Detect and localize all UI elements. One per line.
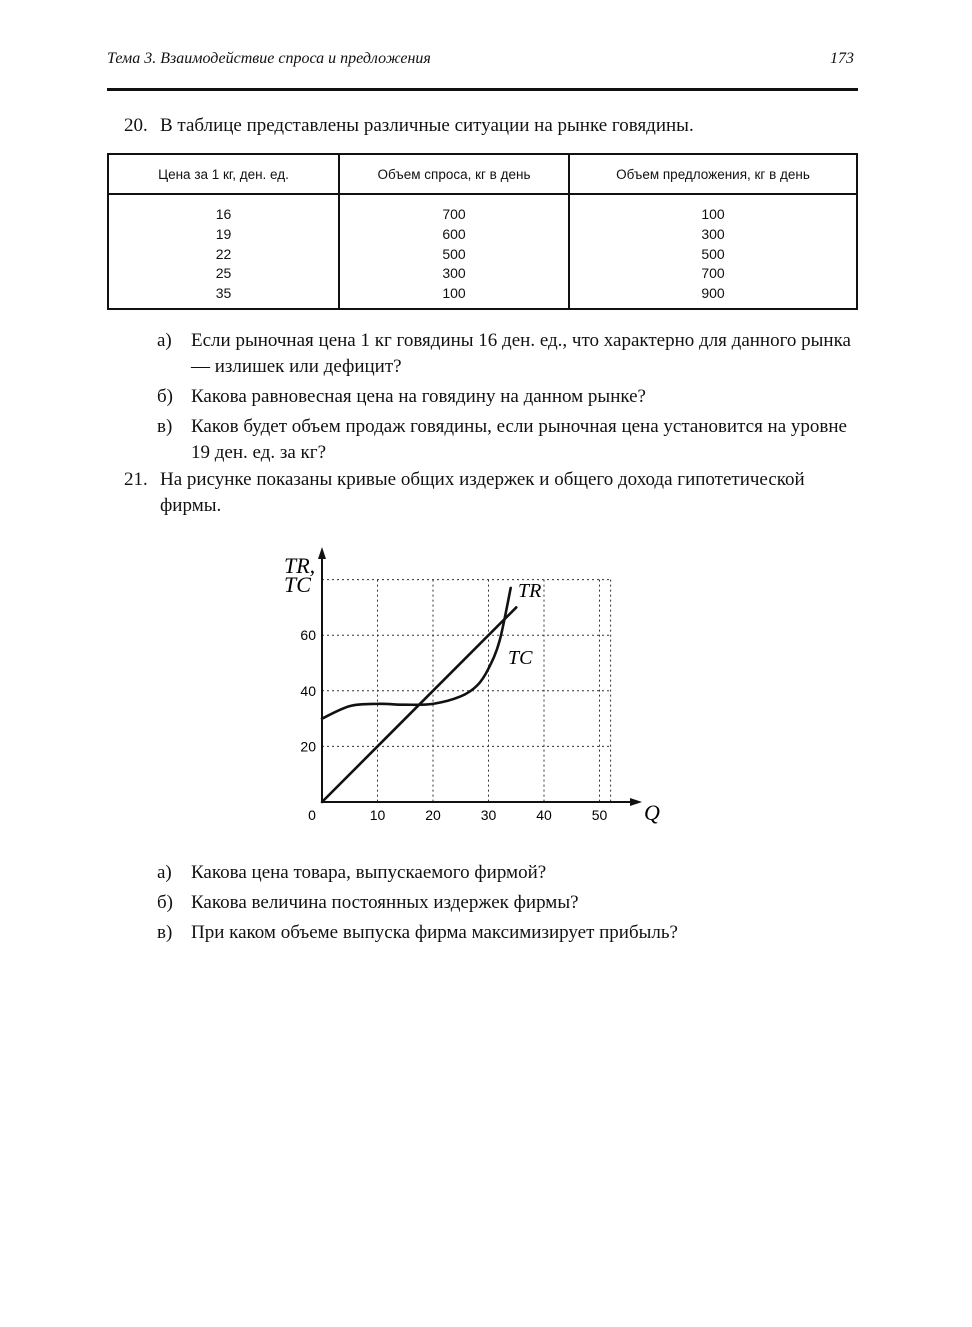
x-axis-label: Q bbox=[644, 800, 660, 825]
tr-tc-chart bbox=[280, 545, 680, 830]
item-letter: а) bbox=[157, 862, 172, 883]
table-cell: 19 bbox=[215, 225, 232, 242]
table-cell: 25 bbox=[215, 265, 232, 282]
series-label-tr: TR bbox=[518, 580, 542, 602]
table-cell: 600 bbox=[442, 225, 466, 242]
question-text: В таблице представлены различные ситуации на рынке говядины. bbox=[160, 115, 694, 136]
question-21 bbox=[124, 467, 859, 516]
item-letter: б) bbox=[157, 386, 173, 407]
x-tick-label: 10 bbox=[369, 807, 386, 823]
question-number: 20. bbox=[124, 115, 148, 136]
column-header-demand: Объем спроса, кг в день bbox=[339, 154, 569, 194]
item-text: При каком объеме выпуска фирма максимизирует прибыль? bbox=[191, 922, 678, 943]
item-text: Какова равновесная цена на говядину на данном рынке? bbox=[191, 386, 646, 407]
table-cell: 16 bbox=[215, 206, 232, 222]
y-axis-label-line2: TC bbox=[284, 572, 311, 597]
item-text: Если рыночная цена 1 кг говядины 16 ден. ед., что характерно для данного рынка — излишек или дефицит? bbox=[191, 330, 851, 377]
list-item bbox=[157, 920, 859, 946]
table-cell: 700 bbox=[442, 206, 466, 222]
price-column bbox=[108, 194, 339, 309]
table-cell: 500 bbox=[701, 245, 725, 262]
table-cell: 900 bbox=[701, 285, 725, 302]
item-letter: в) bbox=[157, 416, 173, 437]
y-tick-label: 40 bbox=[300, 682, 316, 699]
table-cell: 300 bbox=[701, 225, 725, 242]
running-header bbox=[107, 50, 858, 74]
chapter-title: Тема 3. Взаимодействие спроса и предложения bbox=[107, 50, 431, 67]
table-cell: 100 bbox=[442, 285, 466, 302]
page-number: 173 bbox=[830, 50, 854, 67]
table-row bbox=[108, 194, 857, 309]
supply-column bbox=[569, 194, 857, 309]
table-cell: 300 bbox=[442, 265, 466, 282]
table-cell: 35 bbox=[215, 285, 232, 302]
demand-column bbox=[339, 194, 569, 309]
table-cell: 700 bbox=[701, 265, 725, 282]
item-letter: б) bbox=[157, 892, 173, 913]
item-text: Какова величина постоянных издержек фирмы? bbox=[191, 892, 579, 913]
x-tick-label: 50 bbox=[591, 807, 608, 823]
list-item bbox=[157, 328, 859, 380]
list-item bbox=[157, 414, 859, 466]
chart-axes bbox=[318, 547, 642, 806]
chart-series bbox=[322, 588, 516, 802]
question-20-items bbox=[157, 328, 859, 470]
x-tick-label: 30 bbox=[480, 807, 497, 823]
y-axis-arrow bbox=[318, 547, 326, 559]
column-header-supply: Объем предложения, кг в день bbox=[569, 154, 857, 194]
question-21-items bbox=[157, 860, 859, 950]
beef-market-table bbox=[107, 153, 858, 310]
tc-curve bbox=[322, 588, 511, 719]
item-letter: в) bbox=[157, 922, 173, 943]
x-tick-label: 20 bbox=[425, 807, 441, 823]
table-cell: 100 bbox=[701, 206, 725, 222]
y-axis-label-line1: TR, bbox=[284, 553, 316, 578]
column-header-price: Цена за 1 кг, ден. ед. bbox=[108, 154, 339, 194]
list-item bbox=[157, 860, 859, 886]
question-text: На рисунке показаны кривые общих издержек и общего дохода гипотетической фирмы. bbox=[160, 469, 805, 516]
item-text: Какова цена товара, выпускаемого фирмой? bbox=[191, 862, 547, 883]
tick-labels bbox=[300, 627, 607, 823]
x-tick-label: 40 bbox=[536, 807, 552, 823]
y-tick-label: 20 bbox=[300, 738, 316, 755]
table-cell: 500 bbox=[442, 245, 466, 262]
series-label-tc: TC bbox=[508, 647, 533, 669]
list-item bbox=[157, 890, 859, 916]
table-header-row bbox=[108, 154, 857, 194]
y-tick-label: 60 bbox=[300, 627, 316, 644]
header-rule bbox=[107, 88, 858, 91]
list-item bbox=[157, 384, 859, 410]
x-tick-label: 0 bbox=[308, 807, 316, 823]
x-axis-arrow bbox=[630, 798, 642, 806]
item-letter: а) bbox=[157, 330, 172, 351]
table-cell: 22 bbox=[215, 245, 232, 262]
question-number: 21. bbox=[124, 469, 148, 490]
question-20 bbox=[124, 115, 694, 137]
item-text: Каков будет объем продаж говядины, если рыночная цена установится на уровне 19 ден. ед. за кг? bbox=[191, 416, 847, 463]
chart-grid bbox=[322, 580, 611, 802]
